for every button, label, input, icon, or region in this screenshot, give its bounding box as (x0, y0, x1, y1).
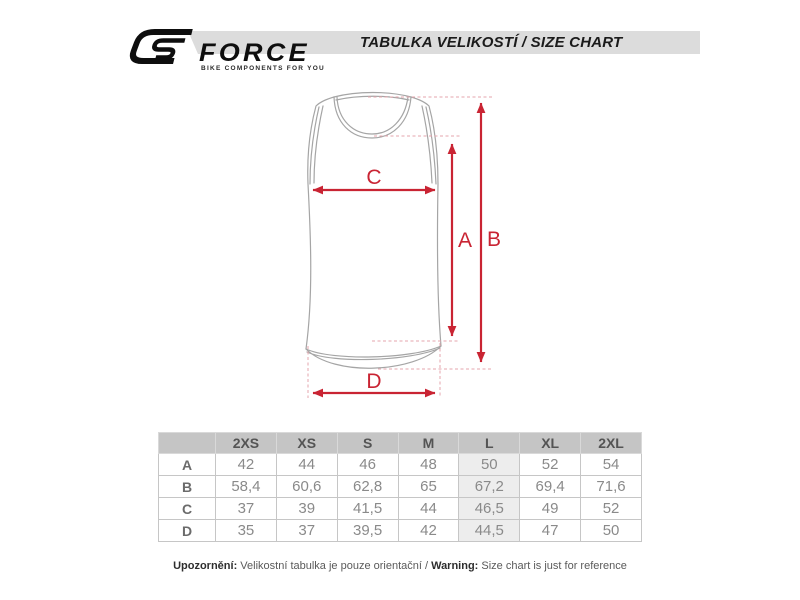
corner-cell (159, 433, 216, 454)
cell-highlight: 50 (459, 454, 520, 476)
measurement-label-a: A (458, 229, 473, 252)
cell: 54 (581, 454, 642, 476)
cell: 44 (276, 454, 337, 476)
col-header-l: L (459, 433, 520, 454)
col-header-s: S (337, 433, 398, 454)
row-label-c: C (159, 498, 216, 520)
size-table (158, 432, 642, 542)
cell: 62,8 (337, 476, 398, 498)
cell: 41,5 (337, 498, 398, 520)
note-label-en: Warning: (431, 560, 479, 572)
cell: 48 (398, 454, 459, 476)
cell: 65 (398, 476, 459, 498)
cell: 69,4 (520, 476, 581, 498)
brand-tagline: BIKE COMPONENTS FOR YOU (201, 65, 325, 72)
col-header-m: M (398, 433, 459, 454)
reference-note (0, 560, 800, 572)
cell: 42 (398, 520, 459, 542)
note-text-en: Size chart is just for reference (478, 560, 627, 572)
cell: 42 (216, 454, 277, 476)
table-row-a (159, 454, 642, 476)
cell: 37 (216, 498, 277, 520)
vest-measurement-diagram (270, 80, 600, 415)
cell: 39 (276, 498, 337, 520)
page-title: TABULKA VELIKOSTÍ / SIZE CHART (360, 34, 623, 51)
cell-highlight: 67,2 (459, 476, 520, 498)
force-logo-emblem-icon (124, 27, 194, 67)
cell: 52 (520, 454, 581, 476)
cell-highlight: 46,5 (459, 498, 520, 520)
cell: 58,4 (216, 476, 277, 498)
col-header-2xl: 2XL (581, 433, 642, 454)
note-label-cs: Upozornění: (173, 560, 238, 572)
measurement-label-c: C (366, 166, 382, 189)
row-label-b: B (159, 476, 216, 498)
measurement-label-d: D (366, 370, 382, 393)
size-table-header-row (159, 433, 642, 454)
col-header-xs: XS (276, 433, 337, 454)
table-row-b (159, 476, 642, 498)
cell: 52 (581, 498, 642, 520)
cell: 71,6 (581, 476, 642, 498)
measurement-label-b: B (487, 228, 502, 251)
cell: 37 (276, 520, 337, 542)
row-label-d: D (159, 520, 216, 542)
table-row-c (159, 498, 642, 520)
cell: 50 (581, 520, 642, 542)
cell: 46 (337, 454, 398, 476)
col-header-xl: XL (520, 433, 581, 454)
cell: 49 (520, 498, 581, 520)
row-label-a: A (159, 454, 216, 476)
brand-wordmark: FORCE (199, 39, 310, 67)
table-row-d (159, 520, 642, 542)
cell: 60,6 (276, 476, 337, 498)
cell: 39,5 (337, 520, 398, 542)
col-header-2xs: 2XS (216, 433, 277, 454)
note-text-cs: Velikostní tabulka je pouze orientační / (237, 560, 432, 572)
cell: 35 (216, 520, 277, 542)
cell: 44 (398, 498, 459, 520)
cell: 47 (520, 520, 581, 542)
cell-highlight: 44,5 (459, 520, 520, 542)
vest-outline (306, 93, 441, 369)
